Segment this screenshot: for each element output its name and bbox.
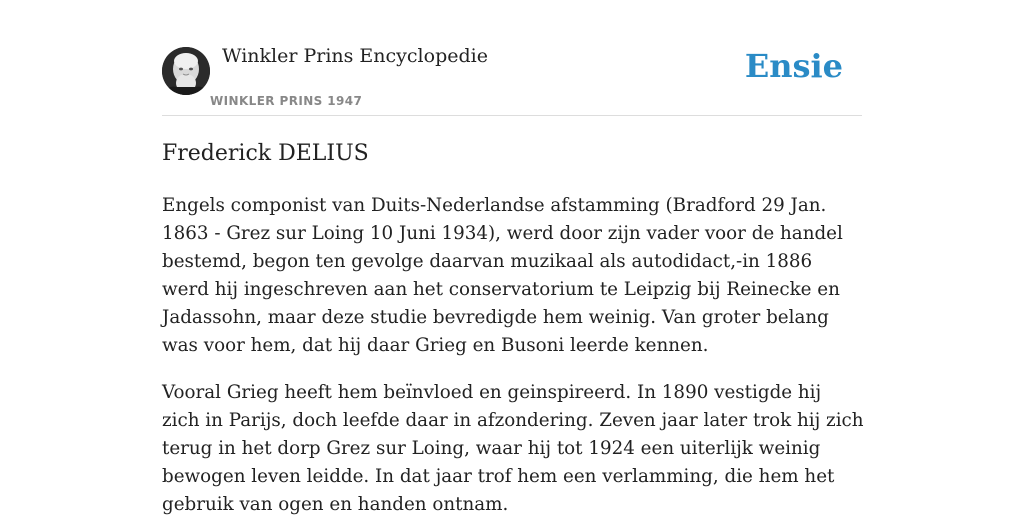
source-title[interactable]: Winkler Prins Encyclopedie: [222, 45, 488, 67]
article-paragraph: Engels componist van Duits-Nederlandse afstamming (Bradford 29 Jan. 1863 - Grez sur Loing 10 Juni 1934), werd door zijn vader voor de handel bestemd, begon ten gevolge daarvan muzikaal als autodidact,-in 1886 werd hij ingeschreven aan het conservatorium te Leipzig bij Reinecke en Jadassohn, maar deze studie bevredigde hem weinig. Van groter belang was voor hem, dat hij daar Grieg en Busoni leerde kennen.: [162, 195, 843, 356]
source-subtitle[interactable]: WINKLER PRINS 1947: [210, 94, 363, 108]
source-avatar-icon[interactable]: [162, 47, 210, 95]
article-paragraph: Vooral Grieg heeft hem beïnvloed en geinspireerd. In 1890 vestigde hij zich in Parijs, doch leefde daar in afzondering. Zeven jaar later trok hij zich terug in het dorp Grez sur Loing, waar hij tot 1924 een uiterlijk weinig bewogen leven leidde. In dat jaar trof hem een verlamming, die hem het gebruik van ogen en handen ontnam.: [162, 382, 864, 515]
page-container: [162, 0, 864, 515]
brand-logo[interactable]: Ensie: [744, 47, 843, 85]
portrait-icon: [162, 47, 210, 95]
article-title: Frederick DELIUS: [162, 141, 369, 166]
source-header: [162, 0, 862, 116]
